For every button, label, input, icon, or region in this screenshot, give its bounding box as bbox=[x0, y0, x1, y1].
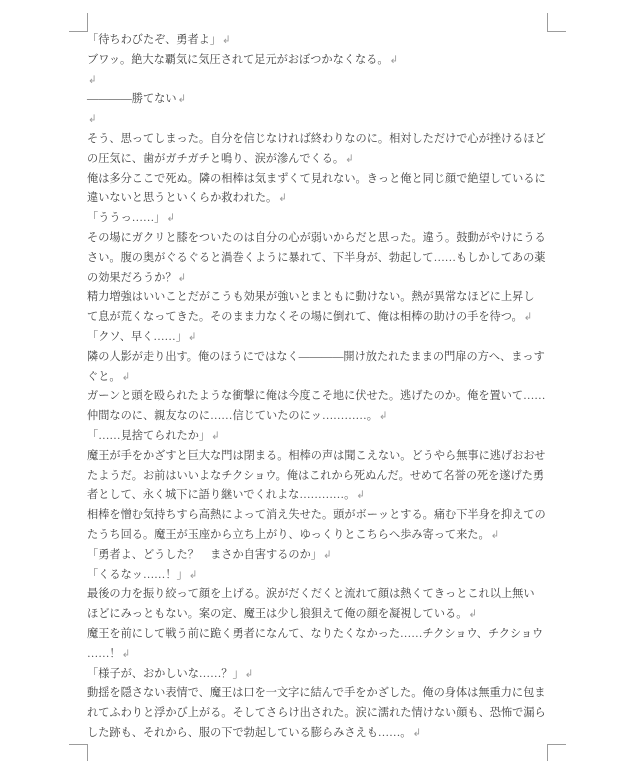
text-boundary-corner-top-right-vertical bbox=[547, 13, 548, 32]
line-text: ブワッ。絶大な覇気に気圧されて足元がおぼつかなくなる。 bbox=[87, 53, 389, 66]
paragraph-mark-icon: ↲ bbox=[389, 53, 399, 66]
paragraph-mark-icon: ↲ bbox=[523, 311, 533, 324]
text-line[interactable] bbox=[87, 407, 552, 427]
text-boundary-corner-bottom-left-vertical bbox=[87, 744, 88, 761]
text-line[interactable] bbox=[87, 506, 552, 526]
text-line[interactable] bbox=[87, 31, 552, 51]
paragraph-mark-icon: ↲ bbox=[345, 152, 354, 165]
line-text: さい。腹の奥がぐるぐると渦巻くように暴れて、下半身が、勃起して……もしかしてあの薬 bbox=[87, 251, 546, 264]
paragraph-mark-icon: ↲ bbox=[177, 93, 187, 106]
paragraph-mark-icon: ↲ bbox=[244, 667, 254, 680]
line-text: 「クソ、早く……」 bbox=[87, 330, 187, 343]
text-line[interactable] bbox=[87, 467, 552, 487]
text-boundary-corner-top-left-vertical bbox=[87, 13, 88, 32]
text-line[interactable] bbox=[87, 526, 552, 546]
paragraph-mark-icon: ↲ bbox=[490, 528, 500, 541]
line-text: ほどにみっともない。案の定、魔王は少し狼狽えて俺の顔を凝視している。 bbox=[87, 608, 468, 621]
line-text: ――――勝てない bbox=[87, 93, 177, 106]
line-text: ぐと。 bbox=[87, 370, 121, 383]
text-boundary-corner-bottom-left-horizontal bbox=[69, 744, 88, 745]
paragraph-mark-icon: ↲ bbox=[188, 568, 198, 581]
line-text: 魔王を前にして戦う前に跪く勇者になんて、なりたくなかった……チクショウ、チクショウ bbox=[87, 627, 544, 640]
text-line[interactable] bbox=[87, 51, 552, 71]
paragraph-mark-icon: ↲ bbox=[121, 370, 131, 383]
paragraph-mark-icon: ↲ bbox=[177, 271, 187, 284]
line-text: 「様子が、おかしいな……？」 bbox=[87, 667, 244, 680]
paragraph-mark-icon: ↲ bbox=[412, 726, 422, 739]
text-line[interactable] bbox=[87, 328, 552, 348]
line-text: 違いないと思うといくらか救われた。 bbox=[87, 192, 278, 205]
line-text: 「勇者よ、どうした？ まさか自害するのか」 bbox=[87, 548, 322, 561]
line-text: 魔王が手をかざすと巨大な門は閉まる。相棒の声は聞こえない。どうやら無事に逃げおおせ bbox=[87, 449, 546, 462]
line-text: 相棒を憎む気持ちすら高熱によって消え失せた。頭がボーッとする。痛む下半身を抑えての bbox=[87, 509, 546, 522]
text-line[interactable] bbox=[87, 110, 552, 130]
line-text: 「ううっ……」 bbox=[87, 212, 166, 225]
line-text: 俺は多分ここで死ぬ。隣の相棒は気まずくて見れない。きっと俺と同じ顔で絶望しているに bbox=[87, 172, 546, 185]
text-boundary-corner-bottom-right-horizontal bbox=[547, 744, 566, 745]
text-line[interactable] bbox=[87, 684, 552, 704]
paragraph-mark-icon: ↲ bbox=[88, 113, 97, 126]
text-line[interactable] bbox=[87, 645, 552, 665]
line-text: たようだ。お前はいいよなチクショウ。俺はこれから死ぬんだ。せめて名誉の死を遂げた勇 bbox=[87, 469, 545, 482]
line-text: て息が荒くなってきた。そのまま力なくその場に倒れて、俺は相棒の助けの手を待つ。 bbox=[87, 311, 523, 324]
line-text: 「待ちわびたぞ、勇者よ」 bbox=[87, 34, 222, 46]
paragraph-mark-icon: ↲ bbox=[322, 548, 332, 561]
line-text: 精力増強はいいことだがこうも効果が強いとまともに動けない。熱が異常なほどに上昇し bbox=[87, 291, 535, 304]
line-text: 最後の力を振り絞って顔を上げる。涙がだくだくと流れて顔は熱くてきっとこれ以上無い bbox=[87, 588, 535, 601]
text-line[interactable] bbox=[87, 704, 552, 724]
line-text: の圧気に、歯がガチガチと鳴り、涙が滲んでくる。 bbox=[87, 152, 345, 165]
paragraph-mark-icon: ↲ bbox=[121, 647, 131, 660]
line-text: 動揺を隠さない表情で、魔王は口を一文字に結んで手をかざした。俺の身体は無重力に包ま bbox=[87, 687, 546, 700]
text-line[interactable] bbox=[87, 368, 552, 388]
text-line[interactable] bbox=[87, 665, 552, 685]
text-boundary-corner-top-left-horizontal bbox=[69, 31, 88, 32]
text-line[interactable] bbox=[87, 249, 552, 269]
document-text-area[interactable] bbox=[87, 31, 552, 744]
line-text: 仲間なのに、親友なのに……信じていたのにッ…………。 bbox=[87, 410, 378, 423]
text-line[interactable] bbox=[87, 150, 552, 170]
line-text: たうち回る。魔王が玉座から立ち上がり、ゆっくりとこちらへ歩み寄って来た。 bbox=[87, 528, 490, 541]
paragraph-mark-icon: ↲ bbox=[211, 429, 220, 442]
text-line[interactable] bbox=[87, 90, 552, 110]
text-line[interactable] bbox=[87, 189, 552, 209]
text-line[interactable] bbox=[87, 546, 552, 566]
line-text: ……！ bbox=[87, 647, 121, 660]
text-line[interactable] bbox=[87, 170, 552, 190]
text-line[interactable] bbox=[87, 486, 552, 506]
paragraph-mark-icon: ↲ bbox=[222, 34, 231, 46]
paragraph-mark-icon: ↲ bbox=[187, 330, 197, 343]
paragraph-mark-icon: ↲ bbox=[356, 489, 366, 502]
paragraph-mark-icon: ↲ bbox=[88, 73, 97, 86]
line-text: そう、思ってしまった。自分を信じなければ終わりなのに。相対しただけで心が挫けるほど bbox=[87, 132, 546, 145]
text-line[interactable] bbox=[87, 130, 552, 150]
line-text: その場にガクリと膝をついたのは自分の心が弱いからだと思った。違う。鼓動がやけにうる bbox=[87, 231, 546, 244]
paragraph-mark-icon: ↲ bbox=[378, 410, 388, 423]
line-text: 「……見捨てられたか」 bbox=[87, 429, 211, 442]
line-text: 「くるなッ……！」 bbox=[87, 568, 188, 581]
line-text: 隣の人影が走り出す。俺のほうにではなく――――開け放たれたままの門扉の方へ、まっす bbox=[87, 350, 545, 363]
line-text: した跡も、それから、服の下で勃起している膨らみさえも……。 bbox=[87, 726, 412, 739]
text-line[interactable] bbox=[87, 269, 552, 289]
text-line[interactable] bbox=[87, 585, 552, 605]
text-line[interactable] bbox=[87, 387, 552, 407]
text-line[interactable] bbox=[87, 308, 552, 328]
text-line[interactable] bbox=[87, 427, 552, 447]
text-line[interactable] bbox=[87, 724, 552, 744]
text-line[interactable] bbox=[87, 566, 552, 586]
text-line[interactable] bbox=[87, 447, 552, 467]
paragraph-mark-icon: ↲ bbox=[468, 608, 478, 621]
text-line[interactable] bbox=[87, 209, 552, 229]
line-text: れてふわりと浮かび上がる。そしてさらけ出された。涙に濡れた情けない顔も、恐怖で漏ら bbox=[87, 707, 546, 720]
line-text: ガーンと頭を殴られたような衝撃に俺は今度こそ地に伏せた。逃げたのか。俺を置いて…… bbox=[87, 390, 546, 403]
text-line[interactable] bbox=[87, 288, 552, 308]
paragraph-mark-icon: ↲ bbox=[166, 212, 176, 225]
text-boundary-corner-bottom-right-vertical bbox=[547, 744, 548, 761]
text-line[interactable] bbox=[87, 229, 552, 249]
line-text: 者として、永く城下に語り継いでくれよな…………。 bbox=[87, 489, 356, 502]
line-text: の効果だろうか？ bbox=[87, 271, 177, 284]
text-line[interactable] bbox=[87, 71, 552, 91]
paragraph-mark-icon: ↲ bbox=[278, 192, 288, 205]
text-line[interactable] bbox=[87, 348, 552, 368]
text-line[interactable] bbox=[87, 605, 552, 625]
text-line[interactable] bbox=[87, 625, 552, 645]
